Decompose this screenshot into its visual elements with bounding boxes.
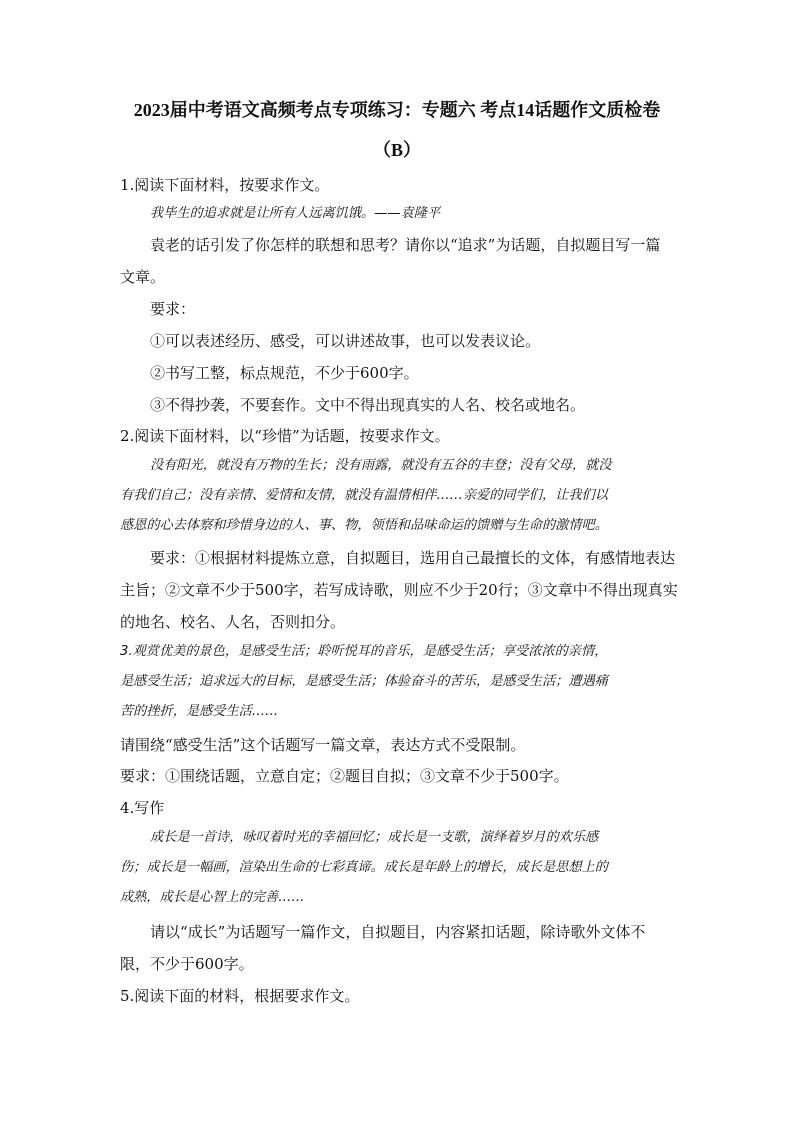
question-4-prompt-line: 限，不少于600字。	[120, 955, 254, 973]
question-2-material-line: 感恩的心去体察和珍惜身边的人、事、物，领悟和品味命运的馈赠与生命的激情吧。	[120, 518, 608, 533]
document-title: 2023届中考语文高频考点专项练习：专题六 考点14话题作文质检卷	[133, 100, 661, 120]
question-2-material-line: 没有阳光，就没有万物的生长；没有雨露，就没有五谷的丰登；没有父母，就没	[150, 458, 612, 473]
question-1-prompt-line: 文章。	[120, 268, 166, 286]
question-1-requirement: ②书写工整，标点规范，不少于600字。	[150, 364, 419, 382]
question-3-prompt: 请围绕“感受生活”这个话题写一篇文章，表达方式不受限制。	[120, 736, 526, 754]
question-4-material-line: 成熟，成长是心智上的完善……	[120, 890, 305, 905]
question-1-quote: 我毕生的追求就是让所有人远离饥饿。——袁隆平	[150, 206, 441, 221]
question-3-requirement: 要求：①围绕话题，立意自定；②题目自拟；③文章不少于500字。	[120, 767, 569, 785]
question-4-prompt-line: 请以“成长”为话题写一篇作文，自拟题目，内容紧扣话题，除诗歌外文体不	[150, 923, 646, 941]
question-4-material-line: 成长是一首诗，咏叹着时光的幸福回忆；成长是一支歌，演绎着岁月的欢乐感	[150, 830, 599, 845]
document-title-variant: （B）	[372, 140, 421, 160]
question-2-requirement-line: 主旨；②文章不少于500字，若写成诗歌，则应不少于20行；③文章中不得出现真实	[120, 581, 678, 599]
question-1-prompt-line: 袁老的话引发了你怎样的联想和思考？请你以“追求”为话题，自拟题目写一篇	[150, 236, 661, 254]
question-2-requirement-line: 的地名、校名、人名，否则扣分。	[120, 613, 346, 631]
question-1-requirement: ①可以表述经历、感受，可以讲述故事，也可以发表议论。	[150, 332, 541, 350]
question-4-heading: 4.写作	[120, 799, 165, 817]
question-1-requirement: ③不得抄袭，不要套作。文中不得出现真实的人名、校名或地名。	[150, 396, 586, 414]
question-1-requirements-title: 要求：	[150, 300, 196, 318]
question-3-material-line: 3.观赏优美的景色，是感受生活；聆听悦耳的音乐，是感受生活；享受浓浓的亲情，	[120, 644, 608, 659]
question-1-heading: 1.阅读下面材料，按要求作文。	[120, 176, 330, 194]
question-2-requirement-line: 要求：①根据材料提炼立意，自拟题目，选用自己最擅长的文体，有感情地表达	[150, 549, 676, 567]
question-2-material-line: 有我们自己；没有亲情、爱情和友情，就没有温情相伴……亲爱的同学们，让我们以	[120, 488, 608, 503]
question-4-material-line: 伤；成长是一幅画，渲染出生命的七彩真谛。成长是年龄上的增长，成长是思想上的	[120, 860, 608, 875]
question-3-material-line: 苦的挫折，是感受生活……	[120, 704, 279, 719]
question-3-material-line: 是感受生活；追求远大的目标，是感受生活；体验奋斗的苦乐，是感受生活；遭遇痛	[120, 674, 608, 689]
question-2-heading: 2.阅读下面材料，以“珍惜”为话题，按要求作文。	[120, 427, 450, 445]
question-5-heading: 5.阅读下面的材料，根据要求作文。	[120, 987, 360, 1005]
